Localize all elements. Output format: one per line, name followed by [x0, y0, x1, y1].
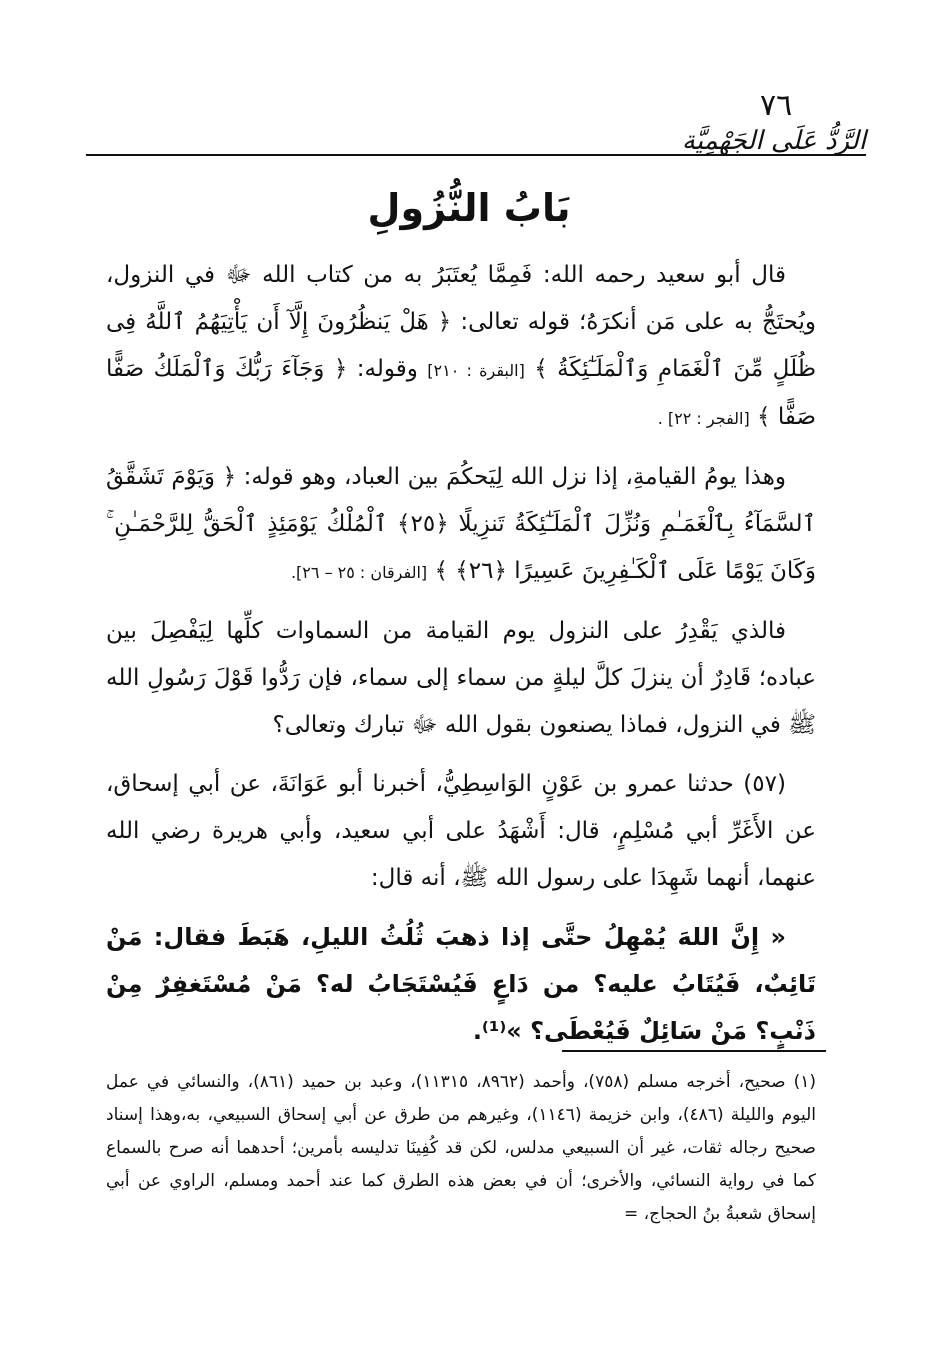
paragraph-1 [106, 252, 816, 442]
paragraph-1-text-2: وقوله: ﴿ وَجَآءَ رَبُّكَ وَٱلْمَلَكُ صَفًّا صَفًّا ﴾ [106, 356, 816, 430]
quran-reference-baqara: [البقرة : ٢١٠] [427, 361, 525, 380]
paragraph-2-text: وهذا يومُ القيامةِ، إذا نزل الله لِيَحكُمَ بين العباد، وهو قوله: ﴿ وَيَوْمَ تَشَقَّقُ ٱلسَّمَآءُ بِٱلْغَمَـٰمِ وَنُزِّلَ ٱلْمَلَـٰٓئِكَةُ تَنزِيلًا ﴿٢٥﴾ ٱلْمُلْكُ يَوْمَئِذٍ ٱلْحَقُّ لِلرَّحْمَـٰنِ ۚ وَكَانَ يَوْمًا عَلَى ٱلْكَـٰفِرِينَ عَسِيرًا ﴿٢٦﴾ ﴾ [106, 464, 817, 584]
running-header-title: الرَّدُّ عَلَى الجَهْمِيَّة [681, 126, 866, 156]
paragraph-1-text: قال أبو سعيد رحمه الله: فَمِمَّا يُعتَبَرُ به من كتاب الله ﷻ في النزول، ويُحتَجُّ به على مَن أنكرَهُ؛ قوله تعالى: ﴿ هَلْ يَنظُرُونَ إِلَّآ أَن يَأْتِيَهُمُ ٱللَّهُ فِى ظُلَلٍ مِّنَ ٱلْغَمَامِ وَٱلْمَلَـٰٓئِكَةُ ﴾ [106, 262, 816, 382]
main-text [106, 252, 816, 1067]
paragraph-4-isnad: (٥٧) حدثنا عمرو بن عَوْنٍ الوَاسِطِيُّ، أخبرنا أبو عَوَانَةَ، عن أبي إسحاق، عن الأَغَرِّ أبي مُسْلِمٍ، قال: أَشْهَدُ على أبي سعيد، وأبي هريرة رضي الله عنهما، أنهما شَهِدَا على رسول الله ﷺ، أنه قال: [106, 771, 816, 891]
running-header [86, 126, 866, 166]
page-number: ٧٦ [760, 88, 793, 123]
paragraph-2 [106, 454, 816, 596]
quran-reference-fajr: [الفجر : ٢٢] . [657, 409, 750, 428]
quran-reference-furqan: [الفرقان : ٢٥ – ٢٦]. [290, 563, 428, 582]
paragraph-3: فالذي يَقْدِرُ على النزول يوم القيامة من السماوات كلِّها لِيَفْصِلَ بين عباده؛ قَادِرٌ أن ينزلَ كلَّ ليلةٍ من سماء إلى سماء، فإن رَدُّوا قَوْلَ رَسُولِ الله ﷺ في النزول، فماذا يصنعون بقول الله ﷻ تبارك وتعالى؟ [106, 618, 816, 738]
footnote: (١) صحيح، أخرجه مسلم (٧٥٨)، وأحمد (٨٩٦٢، ١١٣١٥)، وعبد بن حميد (٨٦١)، والنسائي في عمل اليوم والليلة (٤٨٦)، وابن خزيمة (١١٤٦)، وغيرهم من طرق عن أبي إسحاق السبيعي، به،وهذا إسناد صحيح رجاله ثقات، غير أن السبيعي مدلس، لكن قد كُفِينَا تدليسه بأمرين؛ أحدهما أنه صرح بالسماع كما في رواية النسائي، والأخرى؛ أن في بعض هذه الطرق كما عند أحمد ومسلم، الراوي عن أبي إسحاق شعبةُ بنُ الحجاج، = [106, 1072, 816, 1224]
chapter-title: بَابُ النُّزُولِ [367, 186, 571, 230]
footnote-rule [562, 1050, 826, 1052]
hadith-text: « إِنَّ اللهَ يُمْهِلُ حتَّى إذا ذهبَ ثُلُثُ الليلِ، هَبَطَ فقال: مَنْ تَائِبٌ، فَيُتَابُ عليه؟ من دَاعٍ فَيُسْتَجَابُ له؟ مَنْ مُسْتَغفِرٌ مِنْ ذَنْبٍ؟ مَنْ سَائِلٌ فَيُعْطَى؟ »⁽¹⁾. [106, 923, 816, 1045]
